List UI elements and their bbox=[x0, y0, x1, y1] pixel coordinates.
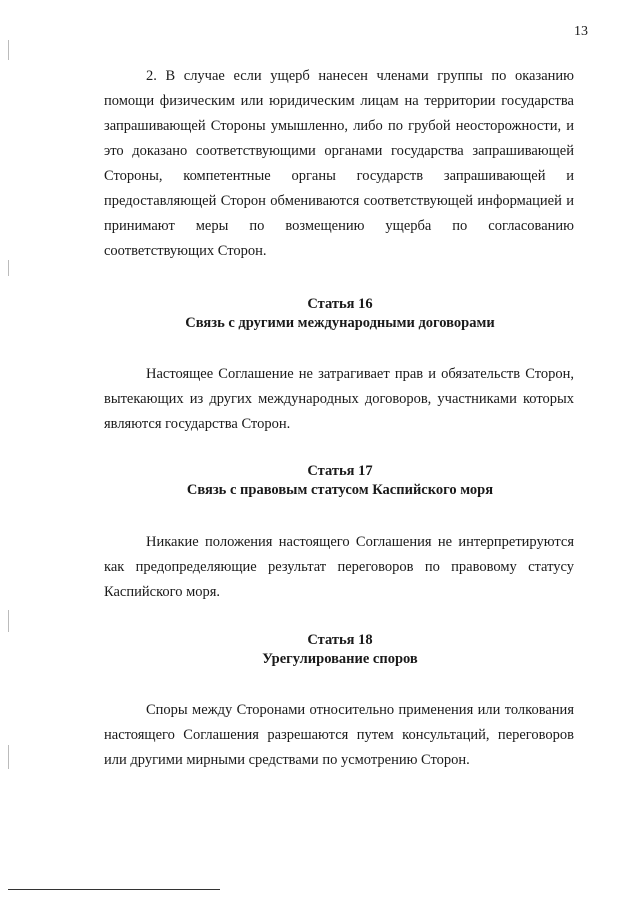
article-18-text: Споры между Сторонами относительно применения или толкования настоящего Соглашения разрешаются путем консультаций, переговоров или другими мирными средствами по усмотрению Сторон. bbox=[104, 702, 574, 768]
article-16-text: Настоящее Соглашение не затрагивает прав и обязательств Сторон, вытекающих из других международных договоров, участниками которых являются государства Сторон. bbox=[104, 366, 574, 432]
scan-artifact-mark bbox=[8, 40, 9, 60]
article-17-title: Связь с правовым статусом Каспийского моря bbox=[186, 482, 494, 498]
article-17-text: Никакие положения настоящего Соглашения не интерпретируются как предопределяющие результат переговоров по правовому статусу Каспийского моря. bbox=[104, 534, 574, 600]
article-18-title: Урегулирование споров bbox=[262, 651, 418, 667]
article-18-heading bbox=[100, 631, 580, 669]
scan-artifact-mark bbox=[8, 260, 9, 276]
article-17-number: Статья 17 bbox=[307, 463, 373, 479]
scan-artifact-mark bbox=[8, 745, 9, 769]
article-18-number: Статья 18 bbox=[307, 632, 373, 648]
article-16-heading bbox=[100, 295, 580, 333]
article-17-heading bbox=[100, 462, 580, 500]
footnote-separator-line bbox=[8, 889, 220, 890]
article-16-title: Связь с другими международными договорами bbox=[185, 315, 495, 331]
paragraph-2: 2. В случае если ущерб нанесен членами группы по оказанию помощи физическим или юридическим лицам на территории государства запрашивающей Стороны умышленно, либо по грубой неосторожности, и это доказано соответствующими органами государства запрашивающей Стороны, компетентные органы государств запрашивающей и предоставляющей Сторон обмениваются соответствующей информацией и принимают меры по возмещению ущерба по согласованию соответствующих Сторон. bbox=[104, 68, 574, 259]
scan-artifact-mark bbox=[8, 610, 9, 632]
article-16-number: Статья 16 bbox=[307, 296, 373, 312]
page-number: 13 bbox=[574, 24, 588, 39]
